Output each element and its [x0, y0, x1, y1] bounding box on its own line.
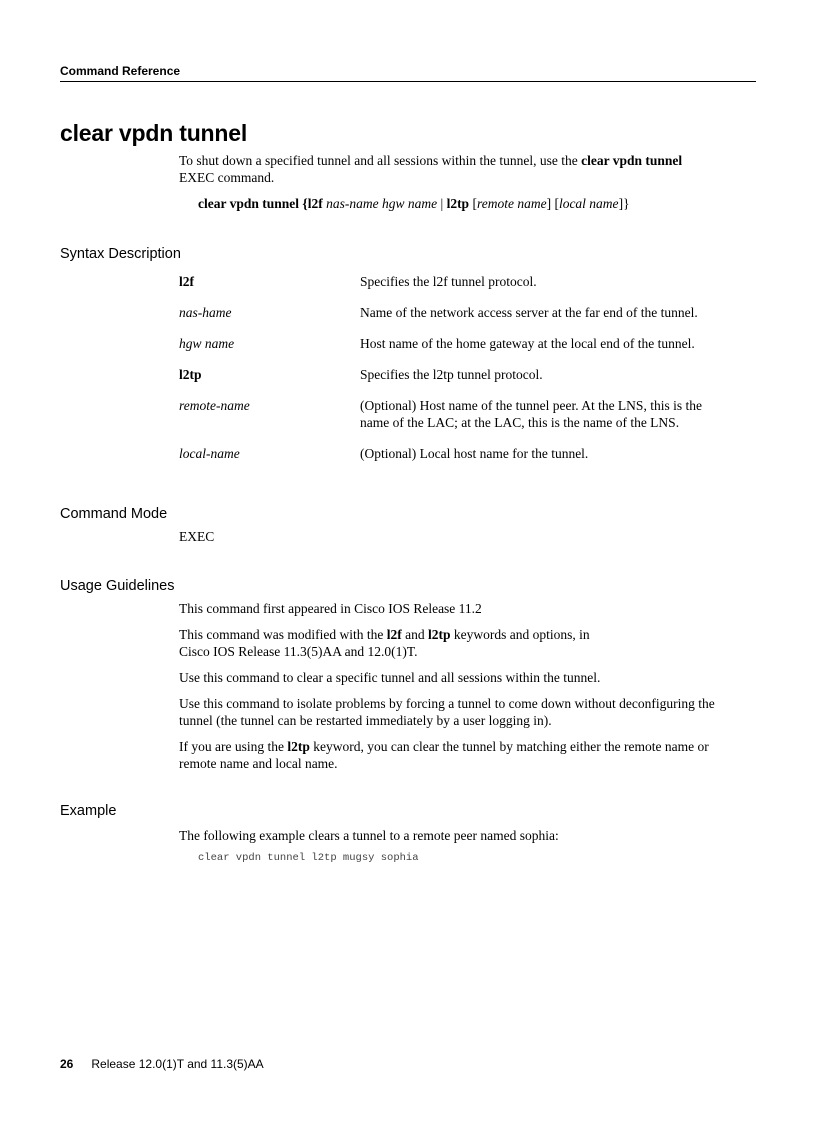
syntax-desc: Specifies the l2f tunnel protocol. — [360, 274, 537, 289]
usage-text: If you are using the — [179, 739, 288, 754]
command-mode-value: EXEC — [179, 529, 215, 544]
usage-keyword: l2f — [386, 627, 402, 642]
usage-guidelines-heading: Usage Guidelines — [60, 578, 175, 594]
syntax-term: local-name — [179, 446, 240, 461]
syntax-pipe: | — [440, 196, 444, 211]
syntax-term: nas-hame — [179, 305, 232, 320]
syntax-remote: remote name — [476, 196, 547, 211]
usage-guidelines-body — [179, 600, 719, 781]
running-header: Command Reference — [60, 64, 181, 78]
syntax-desc: (Optional) Host name of the tunnel peer. At the LNS, this is the name of the LAC; at the LAC, this is the name of the LNS. — [360, 398, 702, 430]
syntax-row — [179, 366, 719, 383]
syntax-desc: Name of the network access server at the far end of the tunnel. — [360, 305, 698, 320]
example-code: clear vpdn tunnel l2tp mugsy sophia — [198, 852, 419, 864]
header-rule — [60, 81, 756, 82]
command-intro — [179, 152, 719, 186]
usage-paragraph: Use this command to clear a specific tunnel and all sessions within the tunnel. — [179, 670, 601, 685]
syntax-args1: nas-name hgw name — [326, 196, 438, 211]
usage-text: This command was modified with the — [179, 627, 387, 642]
usage-paragraph — [179, 626, 719, 660]
syntax-description-heading: Syntax Description — [60, 246, 181, 262]
command-syntax — [198, 196, 630, 212]
syntax-description-table — [179, 273, 719, 476]
usage-text: keyword, you can clear the tunnel by matching either the remote name or remote name and local name. — [179, 739, 709, 771]
intro-text-pre: To shut down a specified tunnel and all sessions within the tunnel, use the — [179, 153, 582, 168]
usage-text: keywords and options, in — [450, 627, 590, 642]
syntax-l2f: l2f — [307, 196, 323, 211]
syntax-local: local name — [558, 196, 619, 211]
page-footer — [60, 1057, 264, 1071]
syntax-term: hgw name — [179, 336, 235, 351]
usage-text: and — [401, 627, 428, 642]
intro-text-post: EXEC command. — [179, 170, 275, 185]
usage-paragraph — [179, 738, 719, 772]
syntax-desc: Host name of the home gateway at the local end of the tunnel. — [360, 336, 695, 351]
syntax-bracket1-open: [ — [472, 196, 477, 211]
syntax-term: remote-name — [179, 398, 250, 413]
example-text: The following example clears a tunnel to a remote peer named sophia: — [179, 828, 559, 843]
syntax-desc: (Optional) Local host name for the tunnel. — [360, 446, 589, 461]
syntax-desc: Specifies the l2tp tunnel protocol. — [360, 367, 543, 382]
syntax-row — [179, 397, 719, 431]
syntax-term: l2f — [179, 274, 194, 289]
usage-paragraph: Use this command to isolate problems by forcing a tunnel to come down without deconfiguring the tunnel (the tunnel can be restarted immediately by a user logging in). — [179, 696, 715, 728]
syntax-brace-open: { — [302, 196, 308, 211]
syntax-bracket2-open: [ — [554, 196, 559, 211]
syntax-brace-close: } — [623, 196, 630, 211]
syntax-cmd: clear vpdn tunnel — [198, 196, 300, 211]
syntax-term: l2tp — [179, 367, 202, 382]
command-title: clear vpdn tunnel — [60, 120, 248, 146]
syntax-bracket2-close: ] — [618, 196, 624, 211]
page-number: 26 — [60, 1057, 74, 1071]
usage-keyword: l2tp — [287, 739, 310, 754]
command-mode-heading: Command Mode — [60, 506, 168, 522]
syntax-row — [179, 445, 719, 462]
usage-paragraph: This command first appeared in Cisco IOS Release 11.2 — [179, 601, 482, 616]
syntax-l2tp: l2tp — [446, 196, 470, 211]
release-label: Release 12.0(1)T and 11.3(5)AA — [91, 1057, 264, 1071]
syntax-row — [179, 273, 719, 290]
example-heading: Example — [60, 803, 117, 819]
usage-keyword: l2tp — [427, 627, 451, 642]
syntax-bracket1-close: ] — [546, 196, 552, 211]
syntax-row — [179, 304, 719, 321]
syntax-row — [179, 335, 719, 352]
intro-command: clear vpdn tunnel — [581, 153, 683, 168]
usage-text: Cisco IOS Release 11.3(5)AA and 12.0(1)T. — [179, 644, 418, 659]
